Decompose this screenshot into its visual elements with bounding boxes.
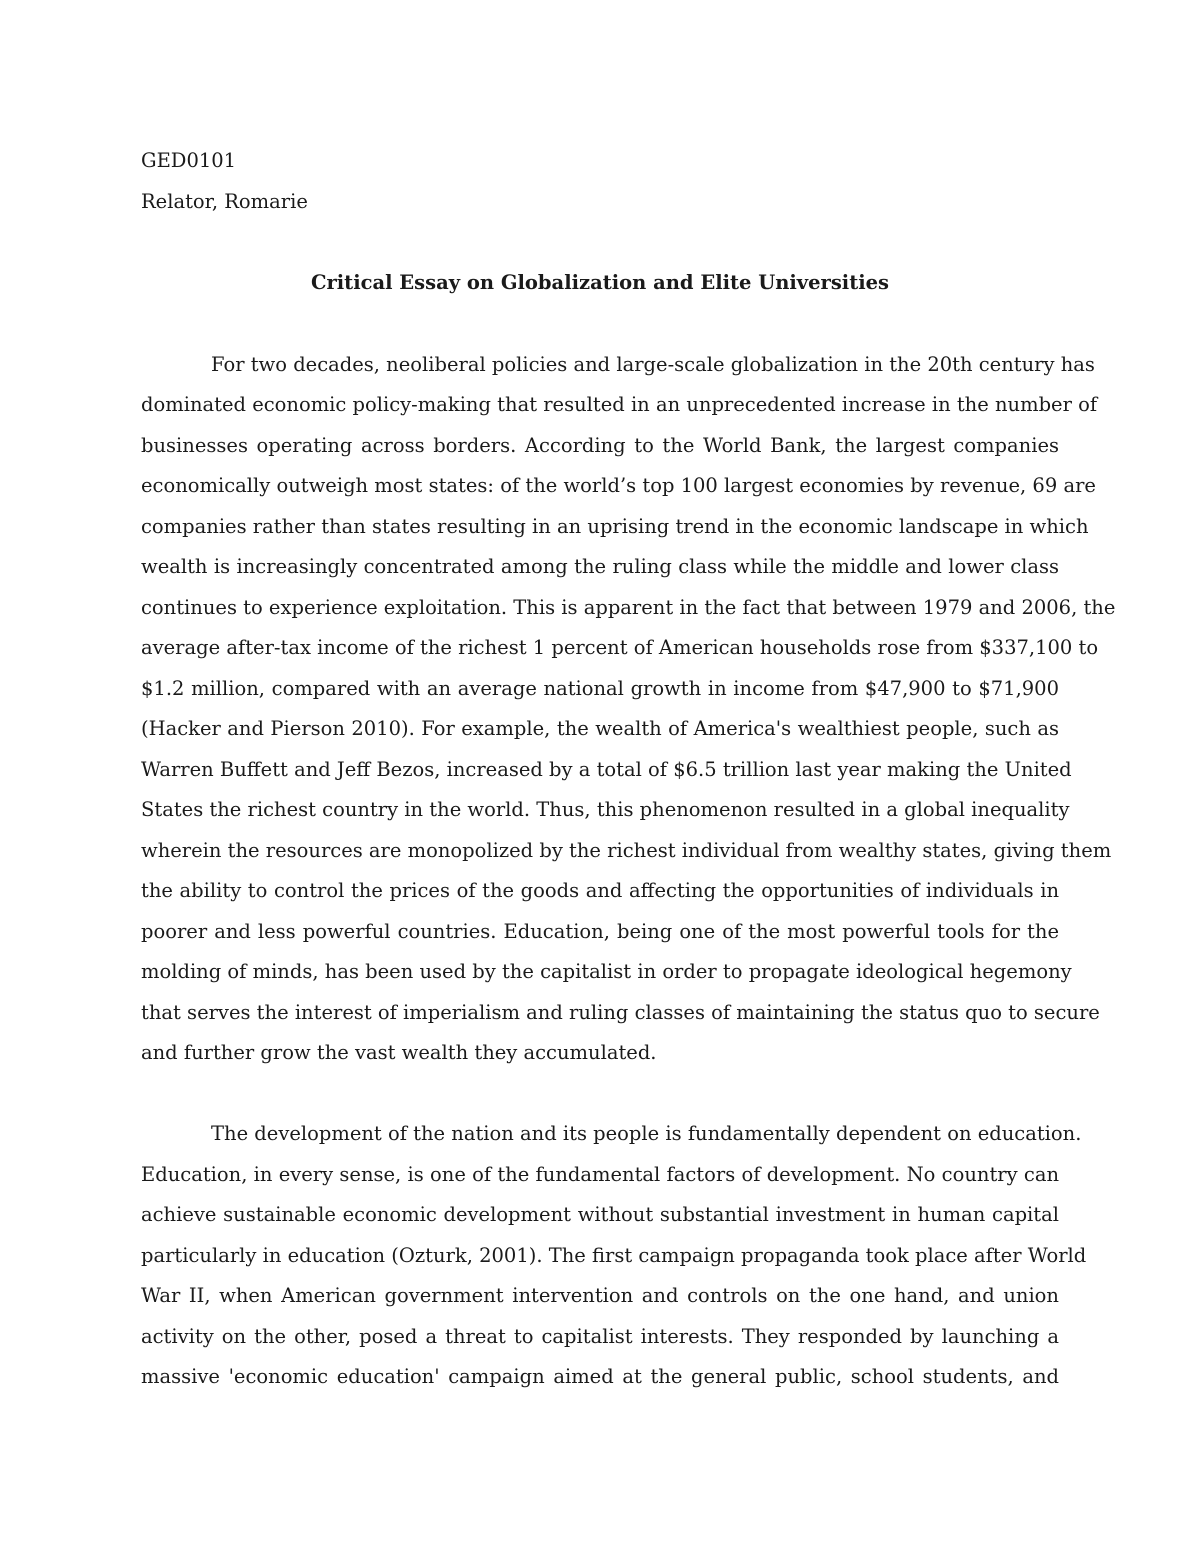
paragraph-line: poorer and less powerful countries. Education, being one of the most powerful tools for the	[141, 919, 1059, 943]
paragraph-line: wealth is increasingly concentrated among the ruling class while the middle and lower class	[141, 555, 1059, 578]
paragraph-line: War II, when American government intervention and controls on the one hand, and union	[141, 1284, 1059, 1307]
paragraph-line: Education, in every sense, is one of the fundamental factors of development. No country can	[141, 1162, 1059, 1186]
paragraph-line: $1.2 million, compared with an average national growth in income from $47,900 to $71,900	[141, 676, 1059, 700]
paragraph-line: achieve sustainable economic development without substantial investment in human capital	[141, 1203, 1059, 1226]
paragraph-line: Warren Buffett and Jeff Bezos, increased by a total of $6.5 trillion last year making the United	[141, 757, 1072, 781]
paragraph-line: dominated economic policy-making that resulted in an unprecedented increase in the number of	[141, 393, 1098, 416]
essay-title: Critical Essay on Globalization and Elite Universities	[310, 271, 890, 294]
paragraph-gap	[141, 1074, 1059, 1115]
paragraph-line: For two decades, neoliberal policies and large-scale globalization in the 20th century has	[211, 352, 1095, 376]
paragraph-line: The development of the nation and its people is fundamentally dependent on education.	[211, 1122, 1082, 1145]
paragraph-line: (Hacker and Pierson 2010). For example, the wealth of America's wealthiest people, such as	[141, 717, 1059, 740]
paragraph-line: that serves the interest of imperialism and ruling classes of maintaining the status quo to secure	[141, 1000, 1100, 1024]
paragraph-line: and further grow the vast wealth they accumulated.	[141, 1041, 657, 1064]
paragraph-line: continues to experience exploitation. This is apparent in the fact that between 1979 and 2006, the	[141, 595, 1116, 619]
paragraph-line: activity on the other, posed a threat to capitalist interests. They responded by launching a	[141, 1324, 1059, 1348]
document-body	[141, 141, 1116, 1398]
paragraph-line: average after-tax income of the richest 1 percent of American households rose from $337,100 to	[141, 636, 1099, 659]
paragraph-line: businesses operating across borders. According to the World Bank, the largest companies	[141, 433, 1059, 457]
paragraph-line: molding of minds, has been used by the capitalist in order to propagate ideological hegemony	[141, 960, 1072, 983]
paragraph-line: the ability to control the prices of the goods and affecting the opportunities of individuals in	[141, 879, 1059, 902]
paragraph-2	[141, 1114, 1087, 1398]
paragraph-1	[141, 345, 1116, 1074]
paragraph-line: particularly in education (Ozturk, 2001). The first campaign propaganda took place after World	[141, 1243, 1087, 1267]
course-code: GED0101	[141, 149, 237, 172]
paragraph-line: companies rather than states resulting in an uprising trend in the economic landscape in which	[141, 514, 1089, 538]
paragraph-line: economically outweigh most states: of the world’s top 100 largest economies by revenue, 69 are	[141, 474, 1096, 497]
paragraph-line: massive 'economic education' campaign aimed at the general public, school students, and	[141, 1365, 1059, 1388]
author-name: Relator, Romarie	[141, 189, 308, 213]
paragraph-line: States the richest country in the world. Thus, this phenomenon resulted in a global inequality	[141, 798, 1070, 821]
paragraph-line: wherein the resources are monopolized by the richest individual from wealthy states, giving them	[141, 838, 1112, 862]
